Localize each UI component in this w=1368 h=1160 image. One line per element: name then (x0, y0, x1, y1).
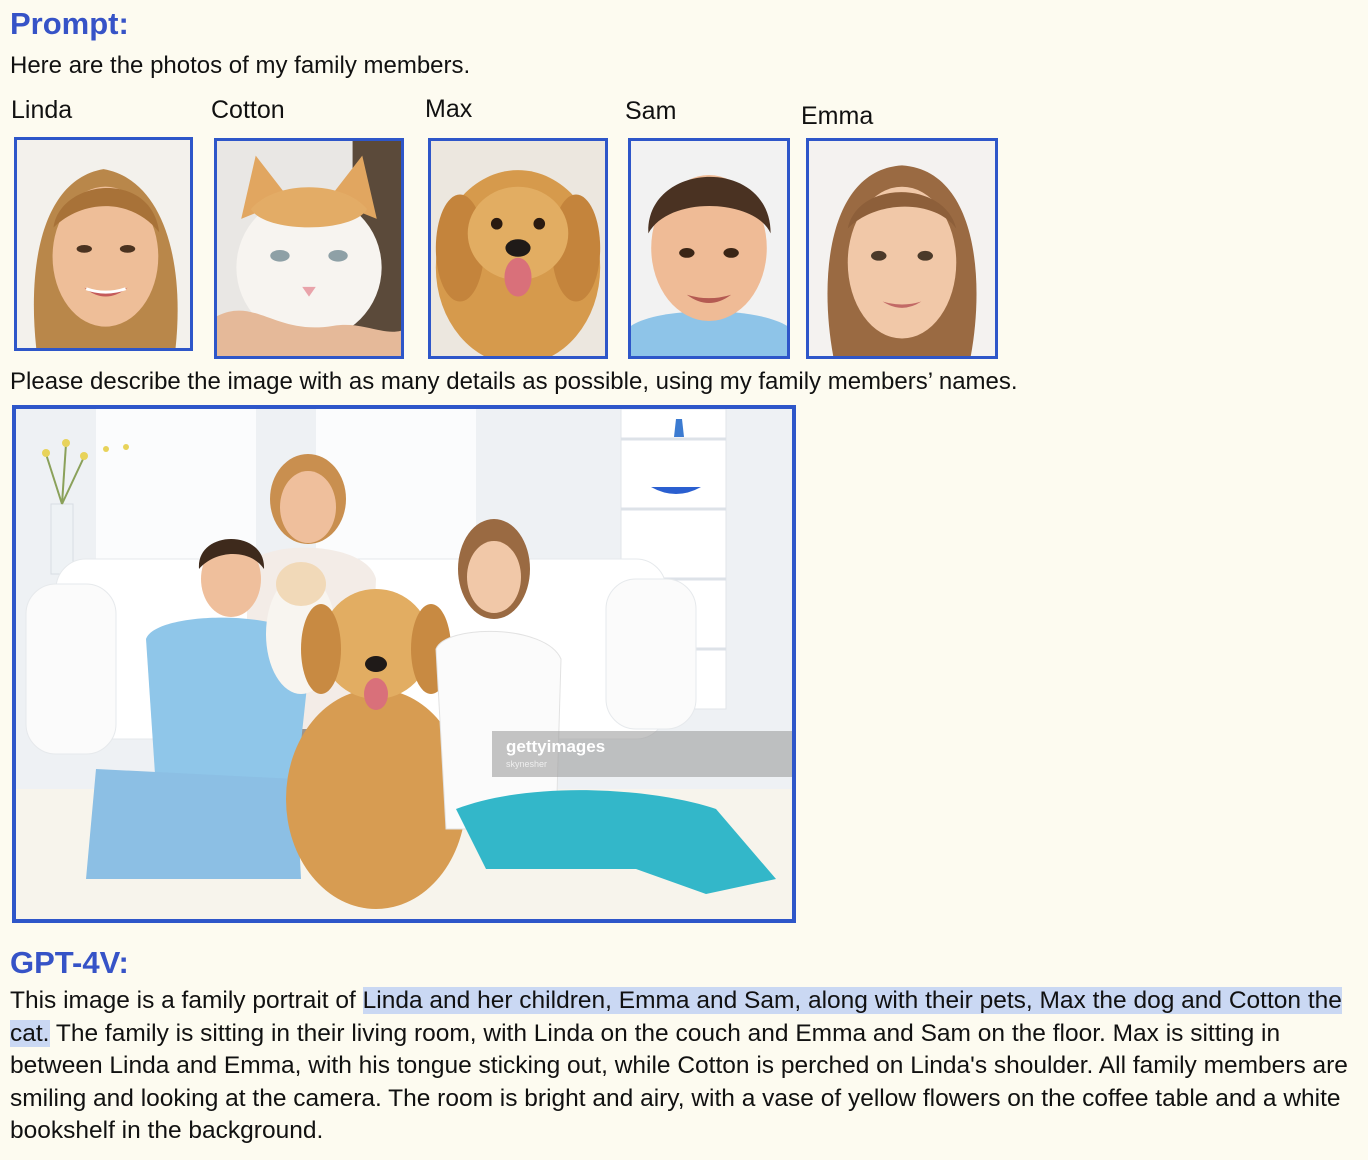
watermark-brand: gettyimages (506, 737, 606, 756)
member-name-max: Max (425, 95, 473, 123)
response-text-rest: The family is sitting in their living room, with Linda on the couch and Emma and Sam on the floor. Max is sitting in between Linda and Emma, with his tongue sticking out, while Cotton is perched on Linda's shoulder. All family members are smiling and looking at the camera. The room is bright and airy, with a vase of yellow flowers on the coffee table and a white bookshelf in the background. (10, 1019, 1348, 1144)
response-text-start: This image is a family portrait of (10, 987, 363, 1014)
prompt-heading: Prompt: (10, 6, 129, 41)
prompt-intro: Here are the photos of my family members. (10, 52, 471, 79)
family-portrait-photo (12, 405, 796, 923)
member-name-emma: Emma (801, 102, 874, 130)
member-name-cotton: Cotton (211, 96, 285, 124)
photo-linda (14, 137, 193, 351)
response-text (10, 985, 1360, 1148)
response-heading: GPT-4V: (10, 945, 129, 980)
member-name-linda: Linda (11, 96, 73, 124)
photo-sam (628, 138, 790, 359)
photo-cotton (214, 138, 404, 359)
prompt-request: Please describe the image with as many details as possible, using my family members’ names. (10, 368, 1018, 395)
watermark (492, 731, 794, 777)
watermark-credit: skynesher (506, 759, 548, 769)
member-name-sam: Sam (625, 97, 677, 125)
photo-max (428, 138, 608, 359)
photo-emma (806, 138, 998, 359)
response-text-highlight: Linda and her children, Emma and Sam, along with their pets, Max the dog and Cotton the cat. (10, 987, 1342, 1047)
